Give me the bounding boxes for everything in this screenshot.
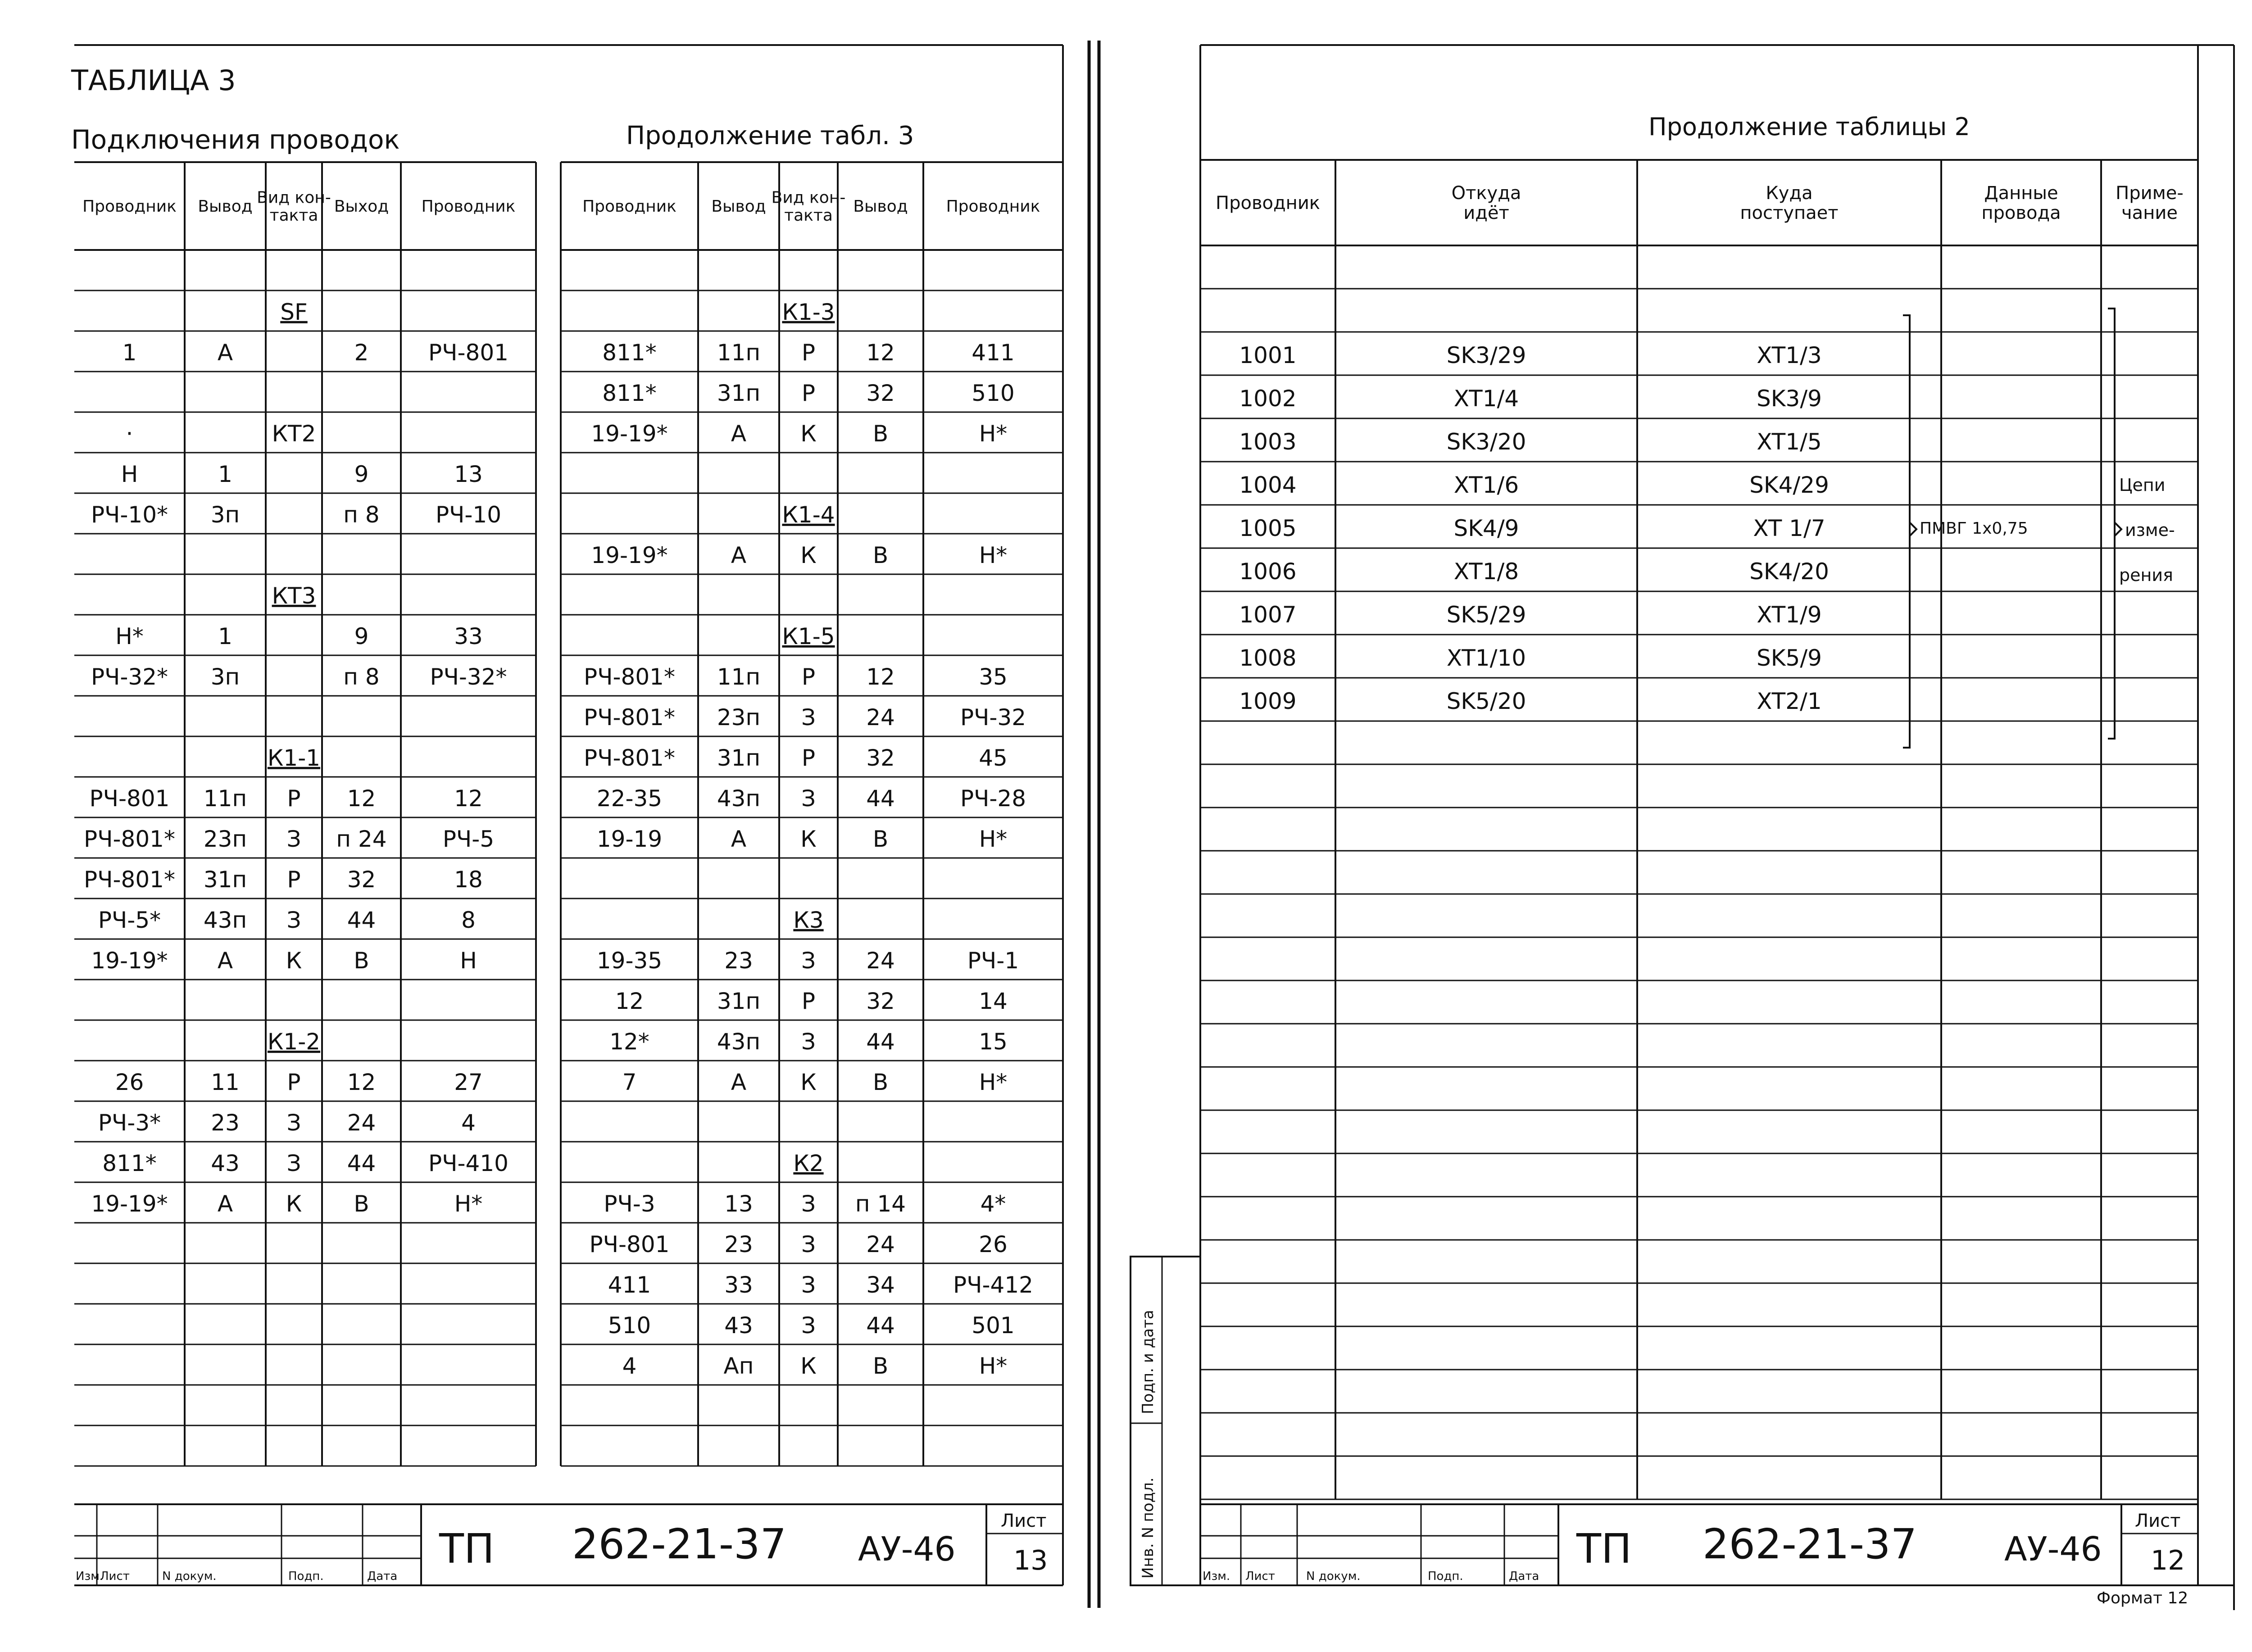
tb-label-list: Лист [1245, 1570, 1275, 1583]
title-block [1200, 1504, 2198, 1585]
tb-label-izm: Изм. [1203, 1570, 1230, 1583]
table-cell: 11п [717, 339, 761, 366]
table-cell: 11 [211, 1069, 240, 1095]
tb-label-izm: Изм. [76, 1570, 104, 1583]
table-cell: SK3/29 [1446, 342, 1526, 369]
table-cell: 8 [461, 907, 476, 933]
table-cell: 24 [347, 1109, 376, 1136]
tb-tp: ТП [439, 1525, 495, 1573]
table-cell: 12 [454, 785, 483, 812]
table-cell: РЧ-3* [98, 1109, 161, 1136]
table-cell: К [286, 947, 302, 974]
table-cell: 14 [979, 988, 1008, 1014]
table-subtitle: Подключения проводок [71, 124, 400, 155]
table-cell: 12* [609, 1028, 649, 1055]
table-cell: В [872, 1352, 889, 1379]
tb-label-date: Дата [367, 1570, 398, 1583]
side-stamp [1131, 1257, 1200, 1585]
table-cell: А [731, 420, 747, 447]
table-cell: З [801, 1312, 816, 1339]
tb-tp: ТП [1576, 1525, 1632, 1573]
table-cell: SK3/20 [1446, 429, 1526, 455]
table-cell: А [217, 339, 233, 366]
table-cell: 3п [210, 501, 240, 528]
table-cell: 811* [602, 380, 657, 406]
table-cell: 26 [115, 1069, 144, 1095]
table-cell: РЧ-1 [967, 947, 1019, 974]
continuation-title: Продолжение табл. 3 [626, 121, 914, 150]
table-cell: 19-19* [591, 542, 668, 568]
table-cell: п 8 [343, 663, 380, 690]
table-cell: 23 [211, 1109, 240, 1136]
table-cell: 11п [203, 785, 247, 812]
table-cell: XT1/8 [1453, 558, 1519, 585]
table-cell: З [801, 785, 816, 812]
table-cell: Р [287, 785, 301, 812]
table-cell: SK5/29 [1446, 602, 1526, 628]
table-cell: РЧ-410 [428, 1150, 509, 1176]
table-cell: 1 [218, 461, 232, 487]
table-cell: 44 [866, 1312, 895, 1339]
column-header: Откуда идёт [1451, 183, 1521, 223]
table-cell: XT1/6 [1453, 472, 1519, 499]
tb-sheet-number: 12 [2151, 1545, 2185, 1576]
table-cell: В [354, 1190, 369, 1217]
tb-label-sign: Подп. [288, 1570, 324, 1583]
device-label: К2 [793, 1150, 824, 1176]
table-cell: 26 [979, 1231, 1008, 1257]
table-cell: РЧ-3 [604, 1190, 655, 1217]
table-cell: Н* [979, 420, 1008, 447]
table-cell: 32 [866, 380, 895, 406]
table-cell: 24 [866, 704, 895, 731]
table-cell: Р [287, 866, 301, 893]
table-cell: 31п [717, 744, 761, 771]
table-cell: 510 [608, 1312, 651, 1339]
right-page [1131, 45, 2234, 1610]
column-header: Выход [334, 197, 389, 216]
stamp-sign-label: Подп. и дата [1139, 1310, 1157, 1414]
table-cell: 11п [717, 663, 761, 690]
table-cell: 1004 [1239, 472, 1297, 499]
tb-label-doc: N докум. [1306, 1570, 1361, 1583]
wire-connection-table-a [74, 162, 536, 1466]
table-cell: А [731, 542, 747, 568]
table-cell: РЧ-10* [91, 501, 168, 528]
table-cell: А [217, 1190, 233, 1217]
table-cell: 32 [347, 866, 376, 893]
table-cell: 23п [203, 826, 247, 852]
table-cell: 4 [622, 1352, 637, 1379]
table-cell: Р [801, 380, 816, 406]
stamp-inv-label: Инв. N подл. [1139, 1477, 1157, 1579]
table-cell: 12 [866, 339, 895, 366]
table-cell: 32 [866, 744, 895, 771]
table-cell: 31п [717, 380, 761, 406]
table-cell: З [286, 1109, 301, 1136]
table-cell: РЧ-5 [442, 826, 495, 852]
table-cell: 13 [724, 1190, 753, 1217]
table-cell: РЧ-32 [960, 704, 1026, 731]
table-cell: З [801, 1190, 816, 1217]
table-cell: К [286, 1190, 302, 1217]
table-cell: Н [460, 947, 477, 974]
remark-note-line-2: изме- [2125, 520, 2175, 540]
table-cell: XT1/3 [1757, 342, 1822, 369]
table-cell: 27 [454, 1069, 483, 1095]
table-cell: Н* [979, 826, 1008, 852]
column-header: Вывод [853, 197, 908, 216]
column-header: Куда поступает [1740, 183, 1839, 223]
table-cell: 1002 [1239, 386, 1297, 412]
table-cell: 35 [979, 663, 1008, 690]
table-cell: РЧ-10 [435, 501, 502, 528]
table-cell: З [286, 1150, 301, 1176]
table-cell: 24 [866, 947, 895, 974]
table-cell: XT1/9 [1757, 602, 1822, 628]
table-cell: 24 [866, 1231, 895, 1257]
table-cell: XT2/1 [1757, 688, 1822, 715]
table-cell: В [354, 947, 369, 974]
table-cell: 13 [454, 461, 483, 487]
column-header: Вид кон-такта [257, 188, 331, 225]
table-cell: SK4/9 [1453, 515, 1519, 542]
table-cell: 31п [717, 988, 761, 1014]
table-cell: З [801, 947, 816, 974]
table-cell: 18 [454, 866, 483, 893]
table-cell: XT 1/7 [1753, 515, 1825, 542]
tb-doc-number: 262-21-37 [1703, 1520, 1917, 1568]
table-cell: 33 [454, 623, 483, 649]
table-cell: 33 [724, 1271, 753, 1298]
table-title: ТАБЛИЦА 3 [71, 64, 236, 97]
table-cell: 19-19* [591, 420, 668, 447]
table-cell: 411 [608, 1271, 651, 1298]
tb-doc-number: 262-21-37 [572, 1520, 787, 1568]
title-block [74, 1504, 1063, 1585]
table-cell: SK4/20 [1749, 558, 1829, 585]
table-cell: КТ2 [272, 420, 316, 447]
table-cell: 45 [979, 744, 1008, 771]
table-cell: З [801, 1028, 816, 1055]
table-cell: В [872, 420, 889, 447]
table-cell: 32 [866, 988, 895, 1014]
column-header: Вывод [711, 197, 766, 216]
table-cell: п 14 [855, 1190, 906, 1217]
left-page [71, 45, 1063, 1585]
table-cell: п 8 [343, 501, 380, 528]
table-cell: РЧ-801 [589, 1231, 670, 1257]
device-label: К1-1 [267, 744, 321, 771]
device-label: К1-3 [782, 299, 835, 325]
continuation-title: Продолжение таблицы 2 [1648, 113, 1970, 141]
table-cell: РЧ-801 [428, 339, 509, 366]
column-header: Вывод [198, 197, 253, 216]
remark-note-line-1: Цепи [2119, 475, 2166, 495]
table-cell: К [800, 1069, 817, 1095]
table-cell: К [800, 420, 817, 447]
column-header: Приме-чание [2116, 183, 2184, 223]
table-cell: К [800, 826, 817, 852]
table-cell: Р [801, 663, 816, 690]
table-cell: 44 [866, 785, 895, 812]
table-cell: 23 [724, 1231, 753, 1257]
table-cell: РЧ-801* [584, 704, 675, 731]
table-cell: РЧ-801 [89, 785, 170, 812]
table-cell: 2 [354, 339, 369, 366]
table-cell: Н* [979, 1069, 1008, 1095]
device-label: К1-5 [782, 623, 835, 649]
table-cell: 1009 [1239, 688, 1297, 715]
table-cell: 7 [622, 1069, 637, 1095]
remark-note-line-3: рения [2119, 565, 2173, 585]
table-cell: РЧ-801* [84, 866, 175, 893]
table-cell: XT1/10 [1446, 645, 1526, 672]
table-cell: 44 [347, 907, 376, 933]
table-cell: 1 [122, 339, 137, 366]
table-cell: SK3/9 [1757, 386, 1822, 412]
table-cell: Н* [979, 1352, 1008, 1379]
tb-label-doc: N докум. [162, 1570, 217, 1583]
table-cell: 501 [972, 1312, 1015, 1339]
table-cell: Р [801, 339, 816, 366]
table-cell: В [872, 826, 889, 852]
table-cell: 1006 [1239, 558, 1297, 585]
table-cell: 9 [354, 623, 369, 649]
format-label: Формат 12 [2097, 1589, 2188, 1607]
table-cell: 43п [717, 1028, 761, 1055]
table-cell: РЧ-28 [960, 785, 1026, 812]
tb-label-sign: Подп. [1428, 1570, 1463, 1583]
table-cell: 19-19* [91, 1190, 168, 1217]
tb-code: АУ-46 [2004, 1530, 2102, 1569]
table-cell: 31п [203, 866, 247, 893]
table-cell: 12 [347, 1069, 376, 1095]
wire-data-note: ПМВГ 1x0,75 [1920, 519, 2028, 538]
table-cell: 19-35 [596, 947, 663, 974]
table-cell: РЧ-32* [430, 663, 507, 690]
table-cell: РЧ-801* [84, 826, 175, 852]
tb-label-date: Дата [1509, 1570, 1539, 1583]
table-cell: К [800, 1352, 817, 1379]
table-cell: А [731, 826, 747, 852]
column-header: Проводник [582, 197, 677, 216]
table-cell: А [217, 947, 233, 974]
table-cell: Ап [723, 1352, 754, 1379]
table-cell: Р [801, 744, 816, 771]
table-cell: 811* [602, 339, 657, 366]
table-cell: 1008 [1239, 645, 1297, 672]
table-cell: 12 [866, 663, 895, 690]
device-label: К3 [793, 907, 824, 933]
table-cell: РЧ-5* [98, 907, 161, 933]
table-cell: 1005 [1239, 515, 1297, 542]
table-cell: 1 [218, 623, 232, 649]
column-header: Проводник [1216, 193, 1320, 213]
table-cell: 3п [210, 663, 240, 690]
column-header: Проводник [946, 197, 1040, 216]
table-cell: SK5/20 [1446, 688, 1526, 715]
table-cell: В [872, 542, 889, 568]
table-cell: XT1/5 [1757, 429, 1822, 455]
table-cell: · [126, 420, 133, 447]
table-cell: 510 [972, 380, 1015, 406]
table-cell: п 24 [336, 826, 387, 852]
table-cell: 43п [717, 785, 761, 812]
table-cell: SK4/29 [1749, 472, 1829, 499]
table-cell: 9 [354, 461, 369, 487]
table-cell: 1003 [1239, 429, 1297, 455]
wire-routing-table [1200, 160, 2198, 1499]
table-cell: 12 [347, 785, 376, 812]
device-label: К1-2 [267, 1028, 321, 1055]
table-cell: 44 [866, 1028, 895, 1055]
table-cell: SK5/9 [1757, 645, 1822, 672]
table-cell: А [731, 1069, 747, 1095]
table-cell: Н* [454, 1190, 483, 1217]
table-cell: 811* [102, 1150, 157, 1176]
table-cell: З [801, 1271, 816, 1298]
table-cell: 43 [211, 1150, 240, 1176]
table-cell: З [286, 826, 301, 852]
table-cell: 1001 [1239, 342, 1297, 369]
table-cell: 12 [615, 988, 644, 1014]
wire-connection-table-b [561, 162, 1063, 1466]
table-cell: Н* [115, 623, 144, 649]
device-label: К1-4 [782, 501, 835, 528]
table-cell: 22-35 [596, 785, 663, 812]
table-cell: РЧ-32* [91, 663, 168, 690]
column-header: Данные провода [1981, 183, 2061, 223]
table-cell: 34 [866, 1271, 895, 1298]
device-label: КТ3 [272, 582, 316, 609]
table-cell: РЧ-801* [584, 663, 675, 690]
column-header: Вид кон-такта [771, 188, 846, 225]
table-cell: Н [121, 461, 138, 487]
table-cell: Н* [979, 542, 1008, 568]
table-cell: 4 [461, 1109, 476, 1136]
table-cell: К [800, 542, 817, 568]
table-cell: З [801, 704, 816, 731]
table-cell: 1007 [1239, 602, 1297, 628]
device-label: SF [280, 299, 308, 325]
column-header: Проводник [421, 197, 516, 216]
table-cell: XT1/4 [1453, 386, 1519, 412]
table-cell: РЧ-412 [953, 1271, 1033, 1298]
table-cell: 4* [980, 1190, 1006, 1217]
table-cell: 44 [347, 1150, 376, 1176]
table-cell: 23 [724, 947, 753, 974]
table-cell: 411 [972, 339, 1015, 366]
table-cell: Р [287, 1069, 301, 1095]
table-cell: 43 [724, 1312, 753, 1339]
table-cell: 23п [717, 704, 761, 731]
table-cell: В [872, 1069, 889, 1095]
column-header: Проводник [82, 197, 177, 216]
tb-label-list: Лист [100, 1570, 130, 1583]
table-cell: 15 [979, 1028, 1008, 1055]
table-cell: З [286, 907, 301, 933]
tb-sheet-label: Лист [2135, 1511, 2181, 1531]
table-cell: Р [801, 988, 816, 1014]
tb-code: АУ-46 [858, 1530, 956, 1569]
table-cell: З [801, 1231, 816, 1257]
table-cell: РЧ-801* [584, 744, 675, 771]
table-cell: 43п [203, 907, 247, 933]
table-cell: 19-19* [91, 947, 168, 974]
table-cell: 19-19 [596, 826, 663, 852]
tb-sheet-label: Лист [1001, 1511, 1047, 1531]
tb-sheet-number: 13 [1013, 1545, 1048, 1576]
